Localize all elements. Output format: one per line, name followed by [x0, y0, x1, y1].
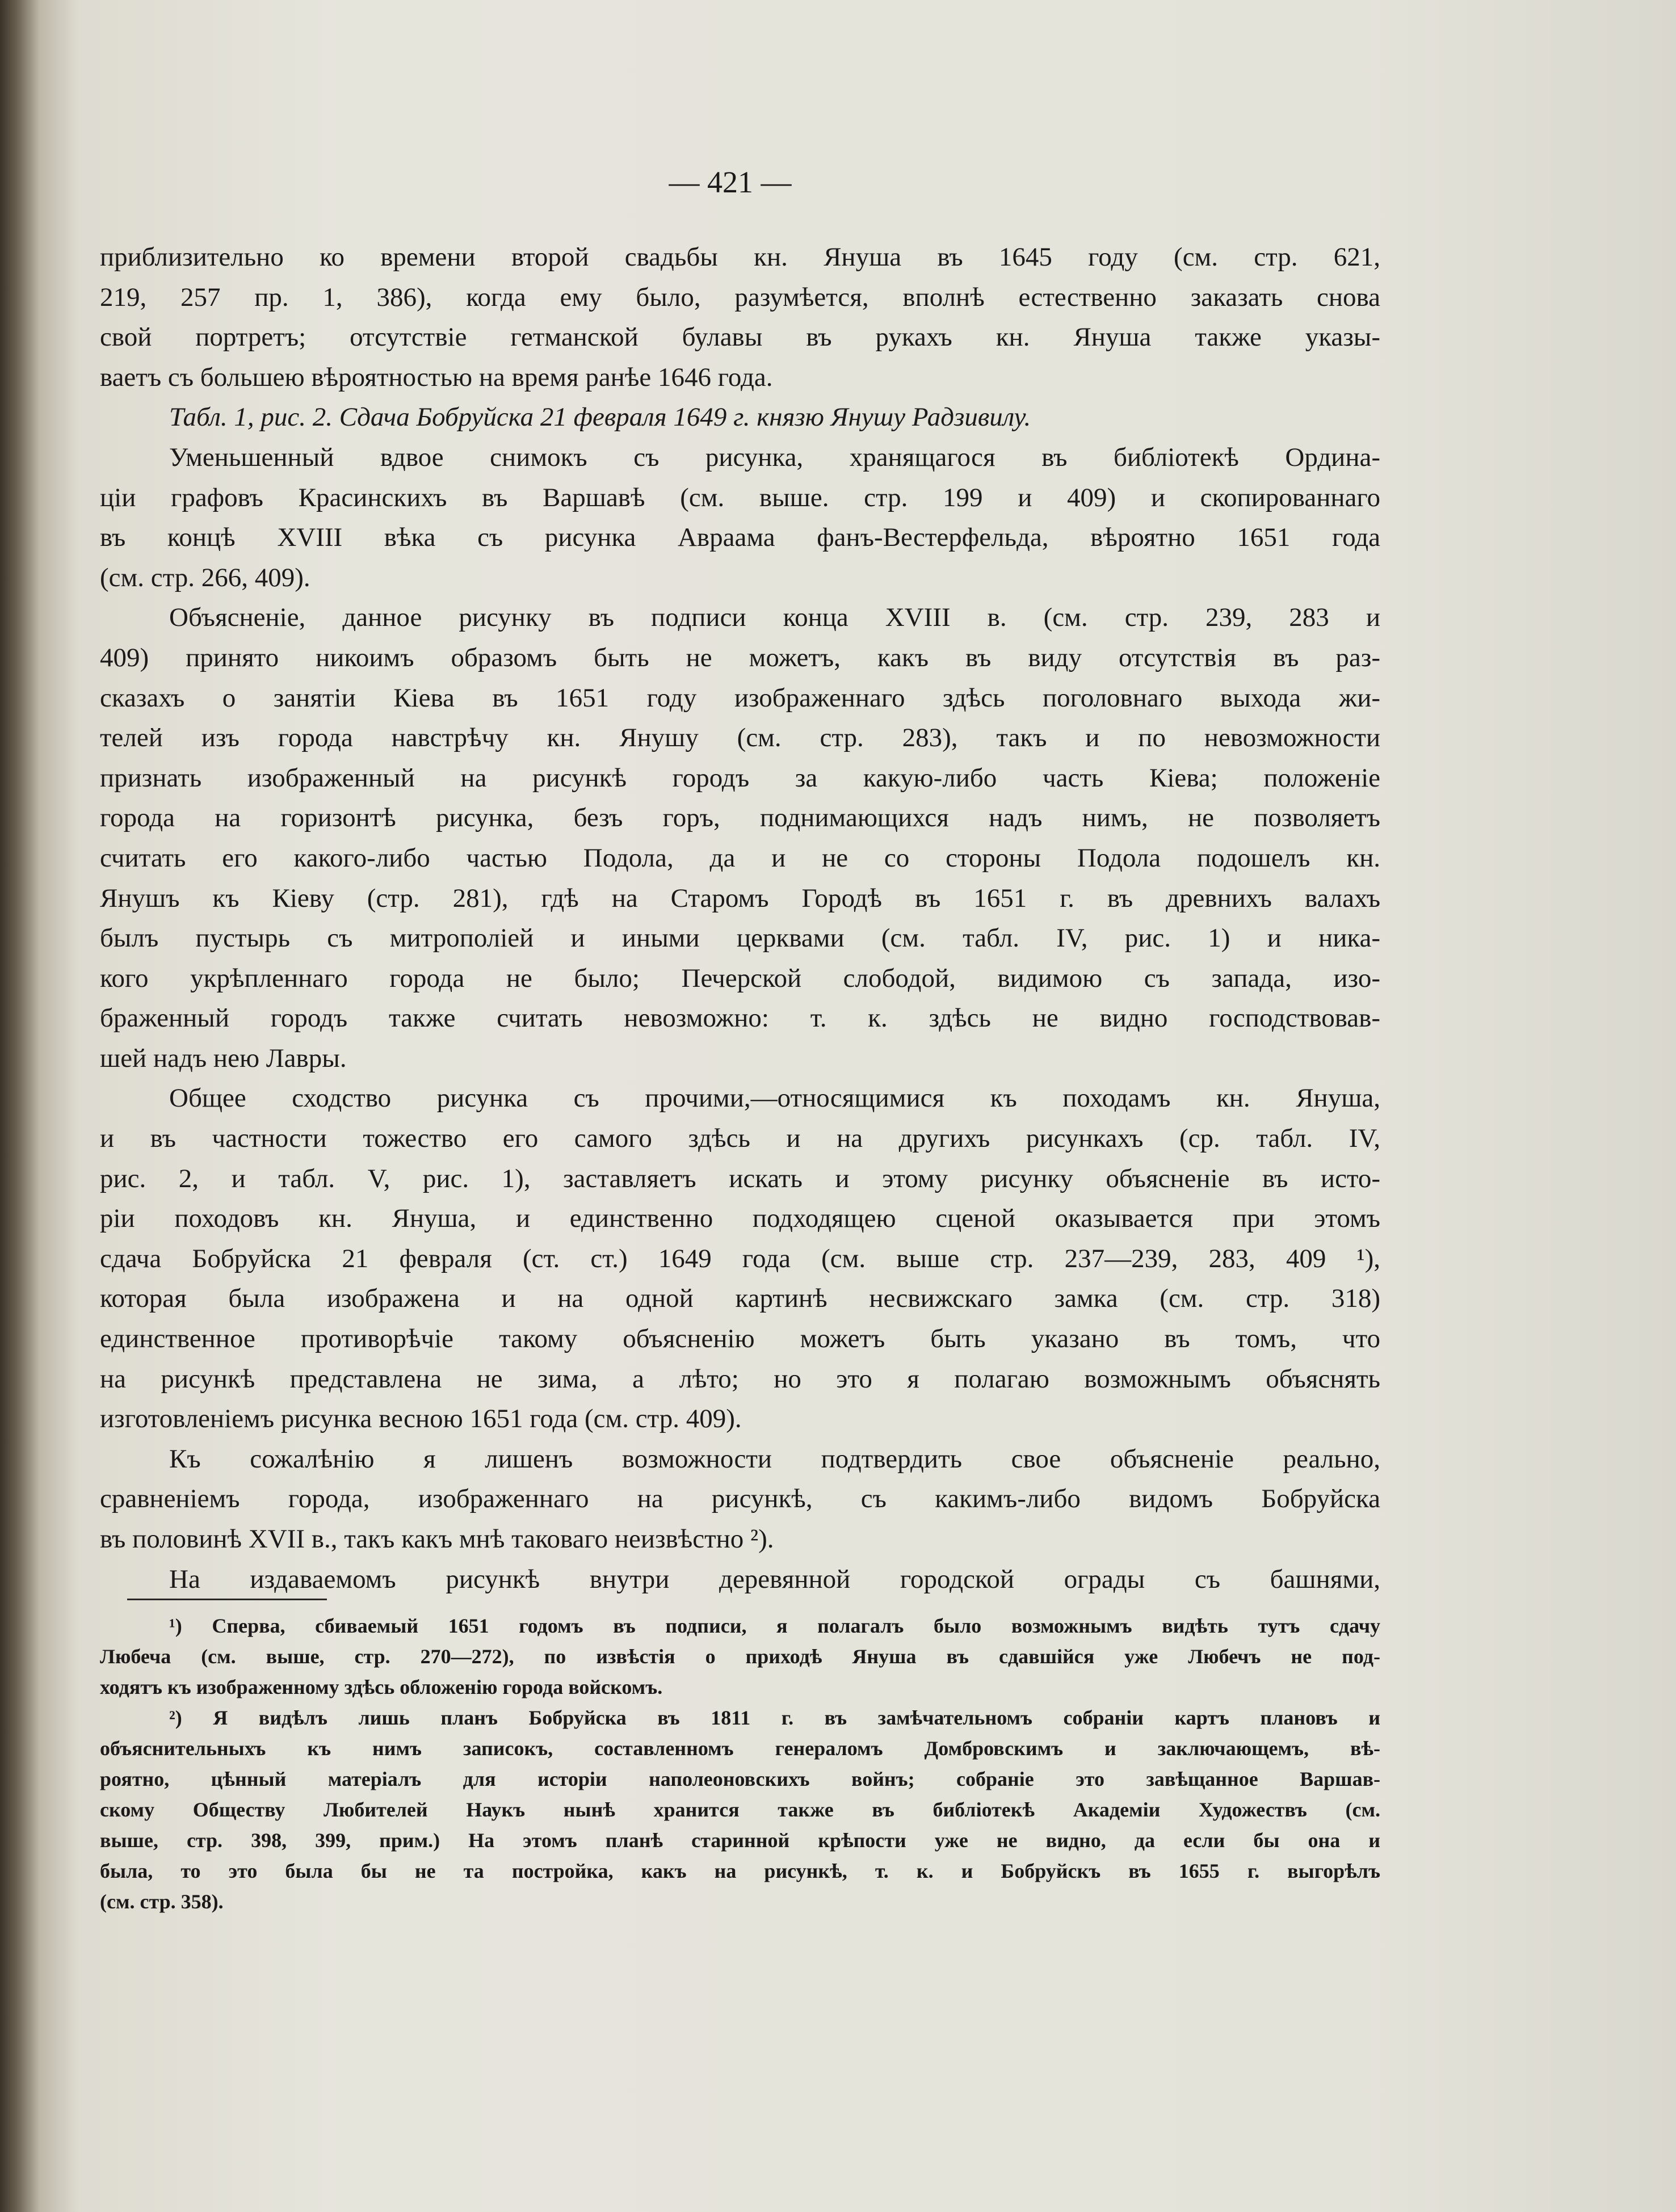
text-line: въ половинѣ XVII в., такъ какъ мнѣ таковаго неизвѣстно ²).	[100, 1524, 774, 1554]
text-line: сдача Бобруйска 21 февраля (ст. ст.) 1649 года (см. выше стр. 237—239, 283, 409 ¹),	[100, 1243, 1380, 1273]
footnote-line: выше, стр. 398, 399, прим.) На этомъ планѣ старинной крѣпости уже не видно, да если бы она и	[100, 1829, 1380, 1852]
text-line: единственное противорѣчіе такому объясненію можетъ быть указано въ томъ, что	[100, 1324, 1380, 1354]
text-line: и въ частности тожество его самого здѣсь и на другихъ рисункахъ (ср. табл. IV,	[100, 1124, 1380, 1154]
footnote-line: (см. стр. 358).	[100, 1890, 224, 1913]
text-line: считать его какого-либо частью Подола, да и не со стороны Подола подошелъ кн.	[100, 843, 1380, 873]
footnote-line: Любеча (см. выше, стр. 270—272), по извѣстія о приходѣ Януша въ сдавшійся уже Любечъ не под-	[100, 1645, 1380, 1668]
section-heading: Табл. 1, рис. 2. Сдача Бобруйска 21 февраля 1649 г. князю Янушу Радзивилу.	[169, 402, 1031, 432]
text-line: Уменьшенный вдвое снимокъ съ рисунка, хранящагося въ библіотекѣ Ордина-	[169, 442, 1380, 472]
footnote-divider	[127, 1599, 327, 1600]
text-line: ціи графовъ Красинскихъ въ Варшавѣ (см. выше. стр. 199 и 409) и скопированнаго	[100, 482, 1380, 512]
text-line: (см. стр. 266, 409).	[100, 562, 310, 592]
text-line: сказахъ о занятіи Кіева въ 1651 году изображеннаго здѣсь поголовнаго выхода жи-	[100, 683, 1380, 713]
text-line: на рисункѣ представлена не зима, а лѣто; но это я полагаю возможнымъ объяснять	[100, 1364, 1380, 1394]
page-number: — 421 —	[669, 165, 792, 199]
footnote-line: роятно, цѣнный матеріалъ для исторіи наполеоновскихъ войнъ; собраніе это завѣщанное Варшав-	[100, 1768, 1380, 1790]
text-line: изготовленіемъ рисунка весною 1651 года (см. стр. 409).	[100, 1404, 742, 1434]
text-line: ваетъ съ большею вѣроятностью на время ранѣе 1646 года.	[100, 362, 773, 392]
text-line: Объясненіе, данное рисунку въ подписи конца XVIII в. (см. стр. 239, 283 и	[169, 603, 1380, 633]
text-line: На издаваемомъ рисункѣ внутри деревянной городской ограды съ башнями,	[169, 1564, 1380, 1594]
footnote-line: объяснительныхъ къ нимъ записокъ, составленномъ генераломъ Домбровскимъ и заключающемъ, вѣ-	[100, 1737, 1380, 1760]
footnote-line: ²) Я видѣлъ лишь планъ Бобруйска въ 1811 г. въ замѣчательномъ собраніи картъ плановъ и	[169, 1706, 1380, 1729]
text-line: которая была изображена и на одной картинѣ несвижскаго замка (см. стр. 318)	[100, 1284, 1380, 1314]
body-text	[100, 237, 1380, 1599]
text-line: города на горизонтѣ рисунка, безъ горъ, поднимающихся надъ нимъ, не позволяетъ	[100, 803, 1380, 833]
footnotes	[100, 1610, 1380, 1917]
text-line: 409) принято никоимъ образомъ быть не можетъ, какъ въ виду отсутствія въ раз-	[100, 642, 1380, 672]
text-line: браженный городъ также считать невозможно: т. к. здѣсь не видно господствовав-	[100, 1003, 1380, 1033]
text-line: въ концѣ XVIII вѣка съ рисунка Авраама фанъ-Вестерфельда, вѣроятно 1651 года	[100, 523, 1380, 553]
footnote-line: ¹) Сперва, сбиваемый 1651 годомъ въ подписи, я полагалъ было возможнымъ видѣть тутъ сдачу	[169, 1614, 1380, 1637]
text-line: кого укрѣпленнаго города не было; Печерской слободой, видимою съ запада, изо-	[100, 963, 1380, 993]
text-line: телей изъ города навстрѣчу кн. Янушу (см. стр. 283), такъ и по невозможности	[100, 723, 1380, 753]
footnote-line: была, то это была бы не та постройка, какъ на рисункѣ, т. к. и Бобруйскъ въ 1655 г. выгорѣлъ	[100, 1860, 1380, 1882]
text-line: признать изображенный на рисункѣ городъ за какую-либо часть Кіева; положеніе	[100, 763, 1380, 793]
text-line: свой портретъ; отсутствіе гетманской булавы въ рукахъ кн. Януша также указы-	[100, 322, 1380, 352]
text-line: ріи походовъ кн. Януша, и единственно подходящею сценой оказывается при этомъ	[100, 1204, 1380, 1234]
text-line: Общее сходство рисунка съ прочими,—относящимися къ походамъ кн. Януша,	[169, 1083, 1380, 1113]
text-line: 219, 257 пр. 1, 386), когда ему было, разумѣется, вполнѣ естественно заказать снова	[100, 282, 1380, 312]
text-line: шей надъ нею Лавры.	[100, 1043, 347, 1073]
footnote-line: скому Обществу Любителей Наукъ нынѣ хранится также въ библіотекѣ Академіи Художествъ (см.	[100, 1798, 1380, 1821]
footnote-line: ходятъ къ изображенному здѣсь обложенію города войскомъ.	[100, 1676, 663, 1698]
text-line: рис. 2, и табл. V, рис. 1), заставляетъ искать и этому рисунку объясненіе въ исто-	[100, 1163, 1380, 1193]
text-line: Янушъ къ Кіеву (стр. 281), гдѣ на Старомъ Городѣ въ 1651 г. въ древнихъ валахъ	[100, 883, 1380, 913]
text-line: Къ сожалѣнію я лишенъ возможности подтвердить свое объясненіе реально,	[169, 1444, 1380, 1474]
text-line: былъ пустырь съ митрополіей и иными церквами (см. табл. IV, рис. 1) и ника-	[100, 923, 1380, 953]
text-line: приблизительно ко времени второй свадьбы кн. Януша въ 1645 году (см. стр. 621,	[100, 242, 1380, 272]
text-line: сравненіемъ города, изображеннаго на рисункѣ, съ какимъ-либо видомъ Бобруйска	[100, 1484, 1380, 1514]
